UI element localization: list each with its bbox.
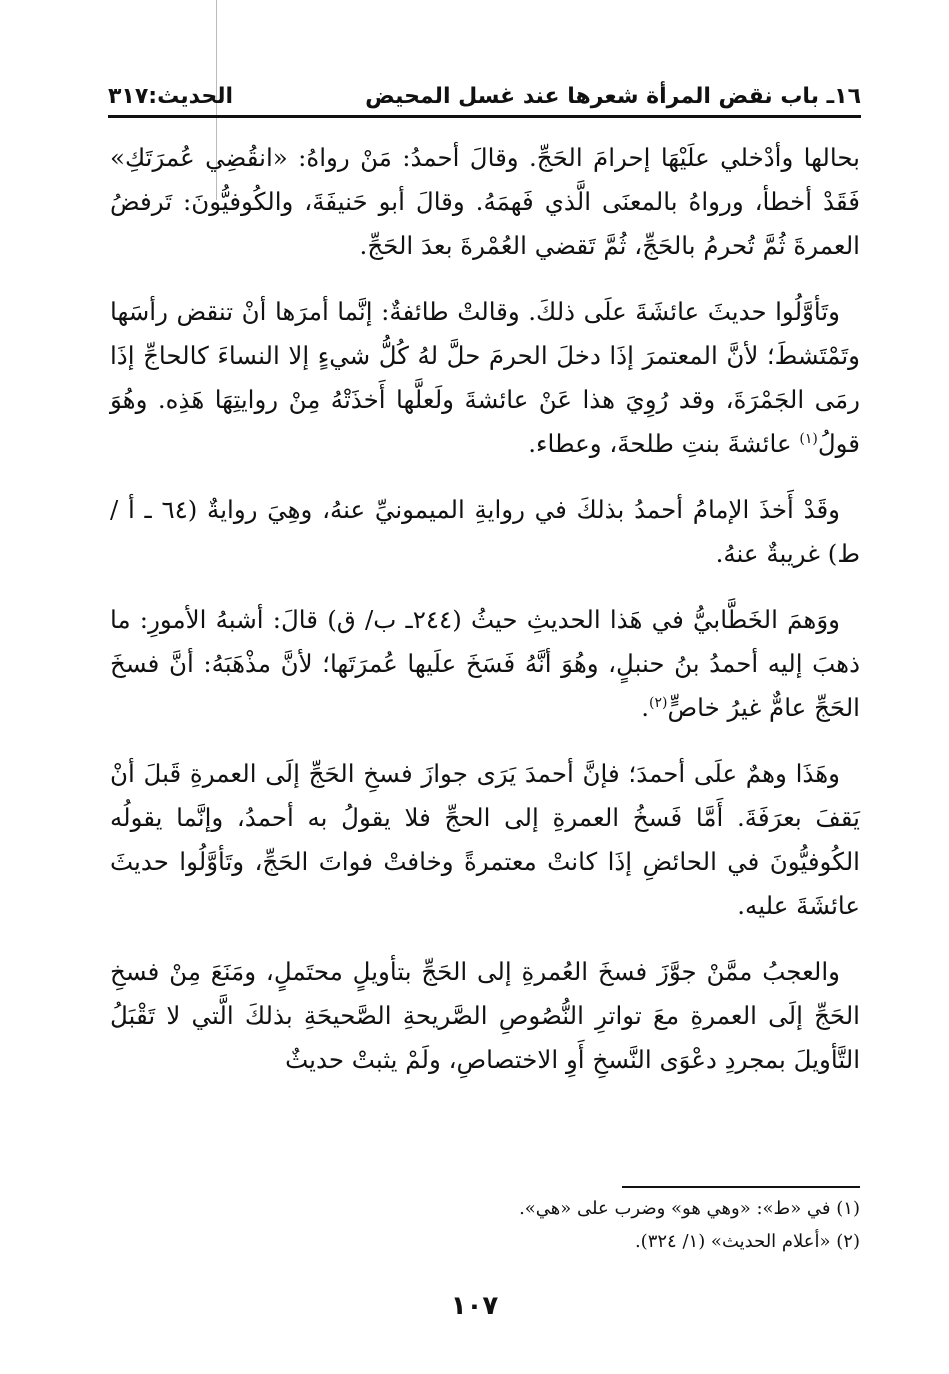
footnote-rule	[622, 1186, 860, 1188]
paragraph-6: والعجبُ ممَّنْ جوَّزَ فسخَ العُمرةِ إلى الحَجِّ بتأويلٍ محتَملٍ، ومَنَعَ مِنْ فسخِ الحَجِّ إلَى العمرةِ معَ تواترِ النُّصُوصِ الصَّريحةِ الصَّحيحَةِ بذلكَ الَّتي لا تَقْبَلُ التَّأويلَ بمجردِ دعْوَى النَّسخِ أَوِ الاختصاصِ، ولَمْ يثبتْ حديثٌ	[110, 957, 860, 1074]
footnote-marker-1: (١)	[799, 430, 818, 447]
chapter-title: ١٦ـ باب نقض المرأة شعرها عند غسل المحيض	[365, 84, 861, 109]
footnotes	[110, 1192, 860, 1258]
page-number: ١٠٧	[450, 1291, 499, 1321]
footnote-marker-2: (٢)	[649, 694, 668, 711]
header-rule	[108, 115, 861, 118]
main-text	[110, 136, 860, 1104]
paragraph-4: ووَهمَ الخَطَّابيُّ في هَذا الحديثِ حيثُ (٢٤٤ـ ب/ ق) قالَ: أشبهُ الأمورِ: ما ذهبَ إليه أحمدُ بنُ حنبلٍ، وهُوَ أنَّهُ فَسَخَ علَيها عُمرَتَها؛ لأنَّ مذْهَبَهُ: أنَّ فسخَ الحَجِّ عامٌّ غيرُ خاصٍّ$^{(٢)}$.	[110, 605, 860, 722]
paragraph-3: وقَدْ أَخذَ الإمامُ أحمدُ بذلكَ في روايةِ الميمونيِّ عنهُ، وهِيَ روايةٌ (٦٤ ـ أ / ط) غريبةٌ عنهُ.	[110, 495, 860, 568]
paragraph-5: وهَذَا وهمٌ علَى أحمدَ؛ فإنَّ أحمدَ يَرَى جوازَ فسخِ الحَجِّ إلَى العمرةِ قَبلَ أنْ يَقفَ بعرَفَةَ. أَمَّا فَسخُ العمرةِ إلى الحجِّ فلا يقولُ به أحمدُ، وإنَّما يقولُه الكُوفيُّونَ في الحائضِ إذَا كانتْ معتمرةً وخافتْ فواتَ الحَجِّ، وتَأوَّلُوا حديثَ عائشَةَ عليه.	[110, 759, 860, 920]
footnote-2: (٢) «أعلام الحديث» (١/ ٣٢٤).	[634, 1231, 860, 1252]
hadith-reference: الحديث:٣١٧	[108, 84, 234, 109]
paragraph-2: وتَأوَّلُوا حديثَ عائشَةَ علَى ذلكَ. وقالتْ طائفةٌ: إنَّما أمرَها أنْ تنقض رأسَها وتَمْتَشطَ؛ لأنَّ المعتمرَ إذَا دخلَ الحرمَ حلَّ لهُ كُلُّ شيءٍ إلا النساءَ كالحاجِّ إذَا رمَى الجَمْرَةَ، وقد رُوِيَ هذا عَنْ عائشةَ ولَعلَّها أَخذَتْهُ مِنْ روايتِهَا هَذِه. وهُوَ قولُ$^{(١)}$ عائشةَ بنتِ طلحةَ، وعطاء.	[110, 297, 860, 458]
footnote-1: (١) في «ط»: «وهي هو» وضرب على «هي».	[519, 1198, 860, 1219]
running-header	[108, 70, 861, 112]
paragraph-1: بحالها وأدْخلي علَيْهَا إحرامَ الحَجِّ. وقالَ أحمدُ: مَنْ رواهُ: «انقُضِي عُمرَتَكِ» فَقَدْ أخطأ، ورواهُ بالمعنَى الَّذي فَهمَهُ. وقالَ أبو حَنيفَةَ، والكُوفيُّونَ: تَرفضُ العمرةَ ثُمَّ تُحرمُ بالحَجِّ، ثُمَّ تَقضي العُمْرةَ بعدَ الحَجِّ.	[110, 143, 860, 260]
